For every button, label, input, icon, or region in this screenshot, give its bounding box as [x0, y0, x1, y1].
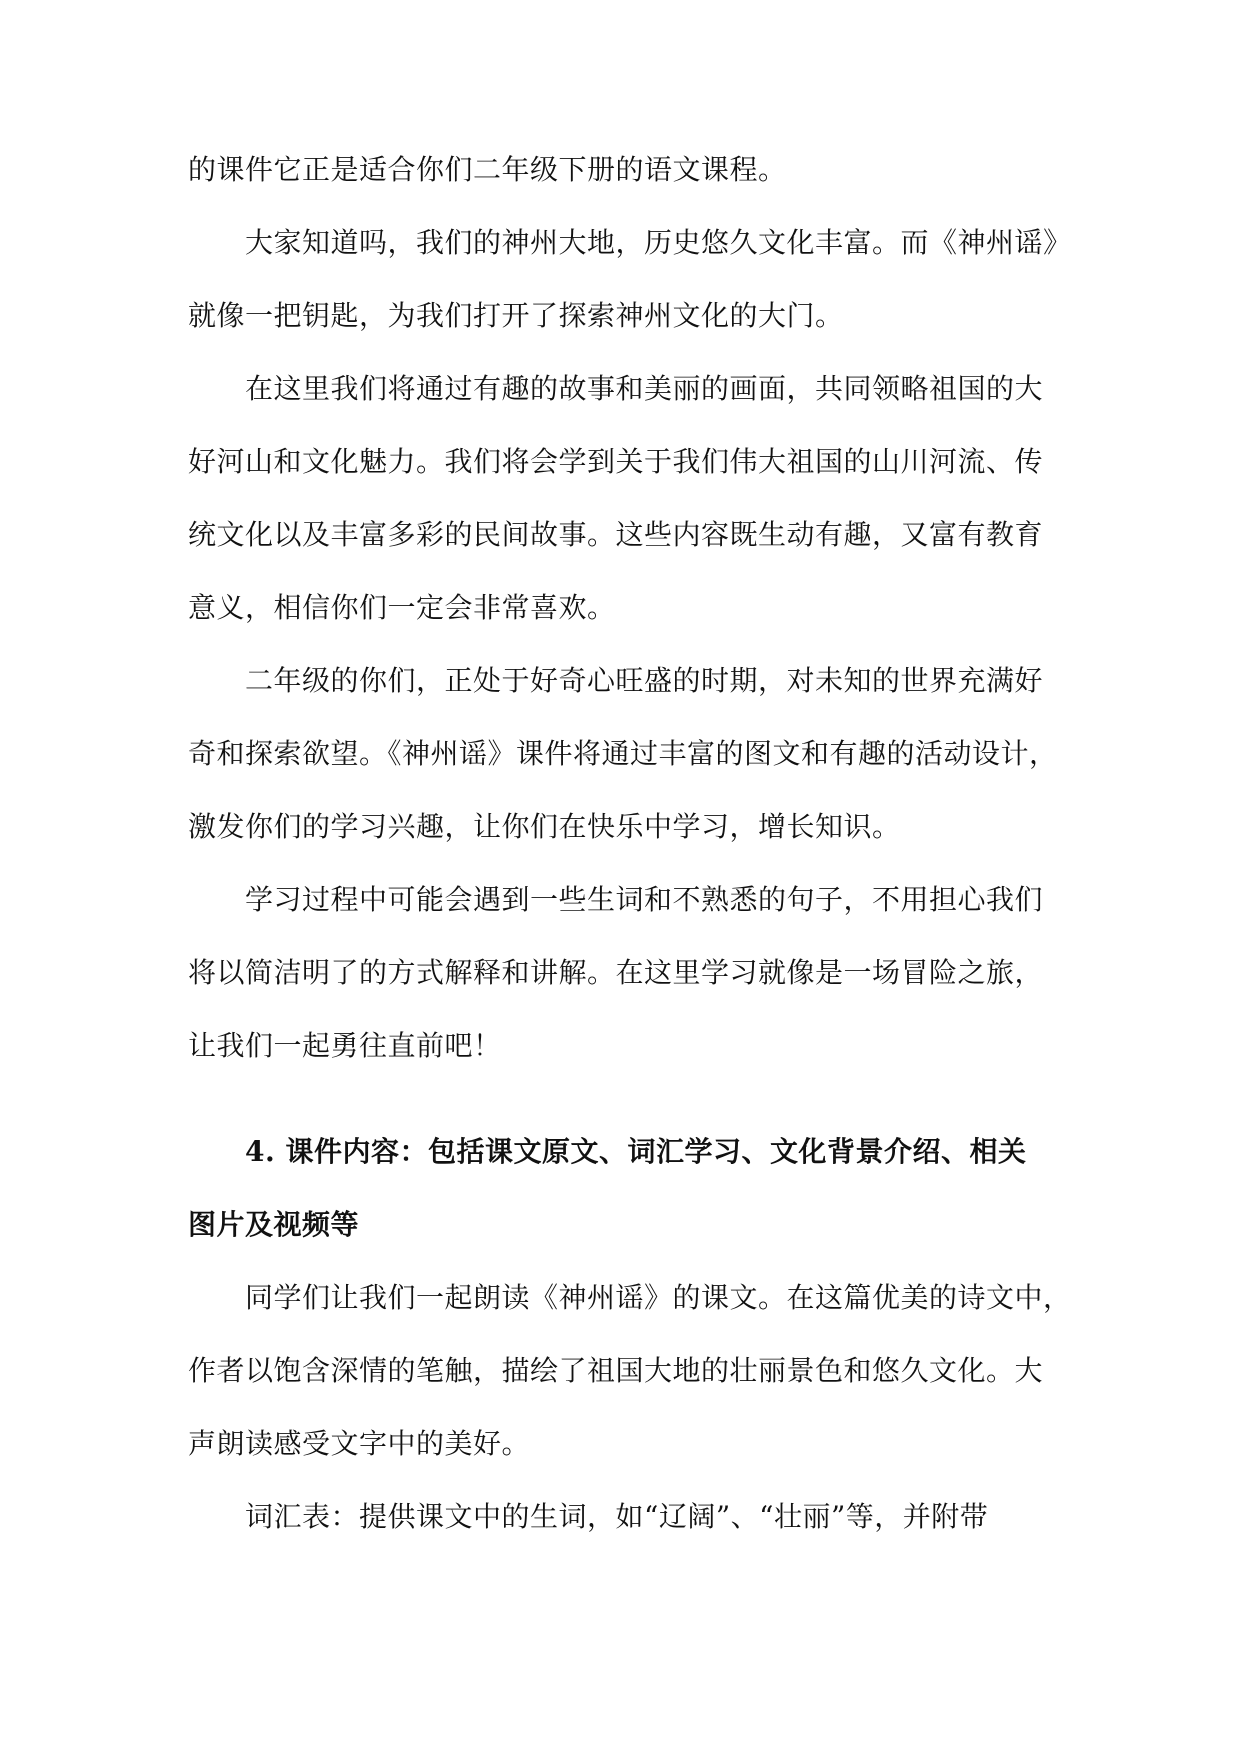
paragraph-line: 让我们一起勇往直前吧！: [188, 1029, 502, 1062]
section-heading: 图片及视频等: [188, 1208, 360, 1241]
paragraph-line: 在这里我们将通过有趣的故事和美丽的画面，共同领略祖国的大: [245, 372, 1044, 405]
paragraph-line: 激发你们的学习兴趣，让你们在快乐中学习，增长知识。: [188, 810, 901, 843]
paragraph-line: 声朗读感受文字中的美好。: [188, 1427, 531, 1460]
section-heading: 4. 课件内容：包括课文原文、词汇学习、文化背景介绍、相关: [245, 1135, 1027, 1168]
paragraph-line: 的课件它正是适合你们二年级下册的语文课程。: [188, 153, 787, 186]
paragraph-line: 奇和探索欲望。《神州谣》课件将通过丰富的图文和有趣的活动设计，: [188, 737, 1058, 770]
paragraph-line: 意义，相信你们一定会非常喜欢。: [188, 591, 616, 624]
paragraph-line: 同学们让我们一起朗读《神州谣》的课文。在这篇优美的诗文中，: [245, 1281, 1072, 1314]
paragraph-line: 将以简洁明了的方式解释和讲解。在这里学习就像是一场冒险之旅，: [188, 956, 1044, 989]
paragraph-line: 作者以饱含深情的笔触，描绘了祖国大地的壮丽景色和悠久文化。大: [188, 1354, 1044, 1387]
paragraph-line: 二年级的你们，正处于好奇心旺盛的时期，对未知的世界充满好: [245, 664, 1044, 697]
paragraph-line: 词汇表：提供课文中的生词，如“辽阔”、“壮丽”等，并附带: [245, 1500, 989, 1533]
paragraph-line: 就像一把钥匙，为我们打开了探索神州文化的大门。: [188, 299, 844, 332]
paragraph-line: 学习过程中可能会遇到一些生词和不熟悉的句子，不用担心我们: [245, 883, 1044, 916]
paragraph-line: 大家知道吗，我们的神州大地，历史悠久文化丰富。而《神州谣》: [245, 226, 1072, 259]
paragraph-line: 好河山和文化魅力。我们将会学到关于我们伟大祖国的山川河流、传: [188, 445, 1044, 478]
paragraph-line: 统文化以及丰富多彩的民间故事。这些内容既生动有趣，又富有教育: [188, 518, 1044, 551]
